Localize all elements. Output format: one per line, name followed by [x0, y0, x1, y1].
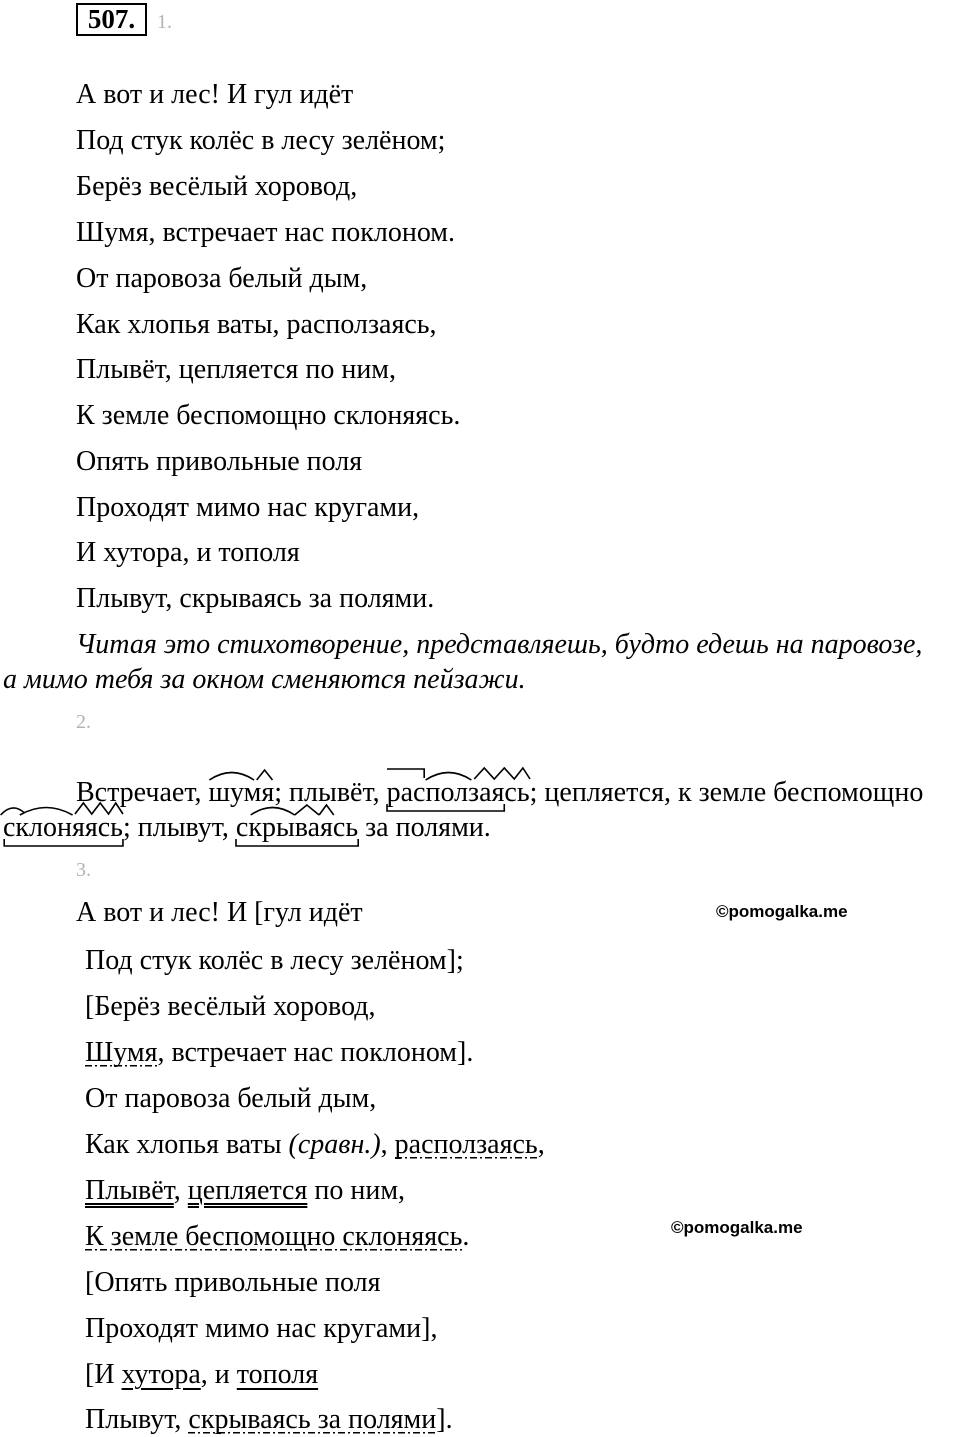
root-arc [20, 808, 73, 816]
analysis-line [85, 1359, 318, 1391]
stem-bracket [387, 804, 530, 812]
suffix-mark [319, 805, 334, 815]
watermark: ©pomogalka.me [671, 1218, 803, 1237]
poem-line: Опять привольные поля [76, 446, 363, 477]
analysis-line [85, 1129, 545, 1161]
stem-bracket [236, 839, 358, 847]
task-label-3: 3. [76, 859, 91, 881]
comparison-note: (сравн.) [288, 1129, 381, 1160]
text-segment: . [462, 1221, 470, 1252]
morpheme-marks [236, 800, 358, 816]
analysis-line [85, 1037, 473, 1069]
comment-line: Читая это стихотворение, представляешь, будто едешь на паровозе, [76, 629, 923, 660]
text-segment: Проходят мимо нас кругами], [85, 1313, 438, 1344]
analysis-line [85, 1267, 380, 1299]
poem-line: Под стук колёс в лесу зелёном; [76, 125, 446, 156]
poem-line: А вот и лес! И гул идёт [76, 79, 354, 110]
analysis-line [85, 945, 464, 977]
analysis-line [85, 1313, 437, 1345]
text-segment: Встречает, [76, 777, 209, 808]
suffix-zigzag [474, 768, 530, 779]
analysis-line [85, 1404, 453, 1436]
word-raspolzayas: расползаясь [386, 777, 530, 808]
text-segment: , [380, 1129, 395, 1160]
root-arc [251, 808, 295, 816]
text-segment: , и [200, 1359, 237, 1390]
participles-line [76, 777, 923, 809]
text-segment: А вот и лес! И [гул идёт [76, 897, 363, 928]
root-arc [210, 773, 255, 781]
watermark: ©pomogalka.me [716, 902, 848, 921]
text-segment: ; цепляется, к земле беспомощно [529, 777, 924, 808]
text-segment: , [537, 1129, 545, 1160]
suffix-zigzag [75, 803, 123, 814]
root-arc [425, 773, 471, 781]
text-segment: ; плывёт, [274, 777, 387, 808]
morpheme-marks [3, 800, 123, 816]
text-segment: [Опять привольные поля [85, 1267, 381, 1298]
word-shumya: шумя [208, 777, 275, 808]
poem-line: Плывут, скрываясь за полями. [76, 583, 435, 614]
analysis-line [85, 1083, 376, 1115]
poem-line: Берёз весёлый хоровод, [76, 171, 358, 202]
suffix-mark [295, 805, 319, 815]
adverbial-participle: расползаясь [394, 1129, 538, 1160]
task-label-1: 1. [157, 11, 172, 33]
text-segment: От паровоза белый дым, [85, 1083, 377, 1114]
analysis-line [85, 1175, 405, 1207]
text-segment: Как хлопья ваты [85, 1129, 289, 1160]
predicate: цепляется [187, 1175, 308, 1206]
poem-line: От паровоза белый дым, [76, 263, 368, 294]
poem-line: Плывёт, цепляется по ним, [76, 354, 397, 385]
poem-line: Как хлопья ваты, расползаясь, [76, 309, 437, 340]
task-label-2: 2. [76, 711, 91, 733]
text-segment: , встречает нас поклоном]. [157, 1037, 474, 1068]
comment-line: а мимо тебя за окном сменяются пейзажи. [3, 664, 526, 695]
text-segment: ]. [436, 1404, 453, 1435]
text-segment: Под стук колёс в лесу зелёном]; [85, 945, 464, 976]
subject: тополя [236, 1359, 319, 1390]
text-segment: ; плывут, [122, 812, 236, 843]
participle-phrase: К земле беспомощно склоняясь [85, 1221, 463, 1252]
poem-line: Шумя, встречает нас поклоном. [76, 217, 456, 248]
text-segment: Плывут, [85, 1404, 189, 1435]
morpheme-word [3, 812, 123, 844]
word-skryvayas: скрываясь [235, 812, 359, 843]
adverbial-participle: Шумя [85, 1037, 158, 1068]
poem-line: Проходят мимо нас кругами, [76, 492, 420, 523]
participles-line [3, 812, 491, 844]
poem-line: К земле беспомощно склоняясь. [76, 400, 461, 431]
text-segment: [Берёз весёлый хоровод, [85, 991, 376, 1022]
text-segment: по ним, [307, 1175, 406, 1206]
subject: хутора [121, 1359, 201, 1390]
stem-bracket [3, 839, 123, 847]
morpheme-word [236, 812, 358, 844]
text-segment: за полями. [358, 812, 491, 843]
morpheme-marks [208, 765, 274, 781]
text-segment: [И [85, 1359, 122, 1390]
analysis-line [76, 897, 363, 929]
exercise-number: 507. [76, 3, 147, 36]
prefix-mark [387, 769, 424, 778]
predicate: Плывёт [85, 1175, 174, 1206]
morpheme-word [387, 777, 530, 809]
participle-phrase: скрываясь за полями [188, 1404, 437, 1435]
analysis-line [85, 991, 376, 1023]
analysis-line [85, 1221, 469, 1253]
morpheme-marks [387, 765, 530, 781]
suffix-mark [257, 770, 273, 780]
text-segment: , [173, 1175, 188, 1206]
word-sklonyayas: склоняясь [3, 812, 123, 843]
poem-line: И хутора, и тополя [76, 537, 300, 568]
